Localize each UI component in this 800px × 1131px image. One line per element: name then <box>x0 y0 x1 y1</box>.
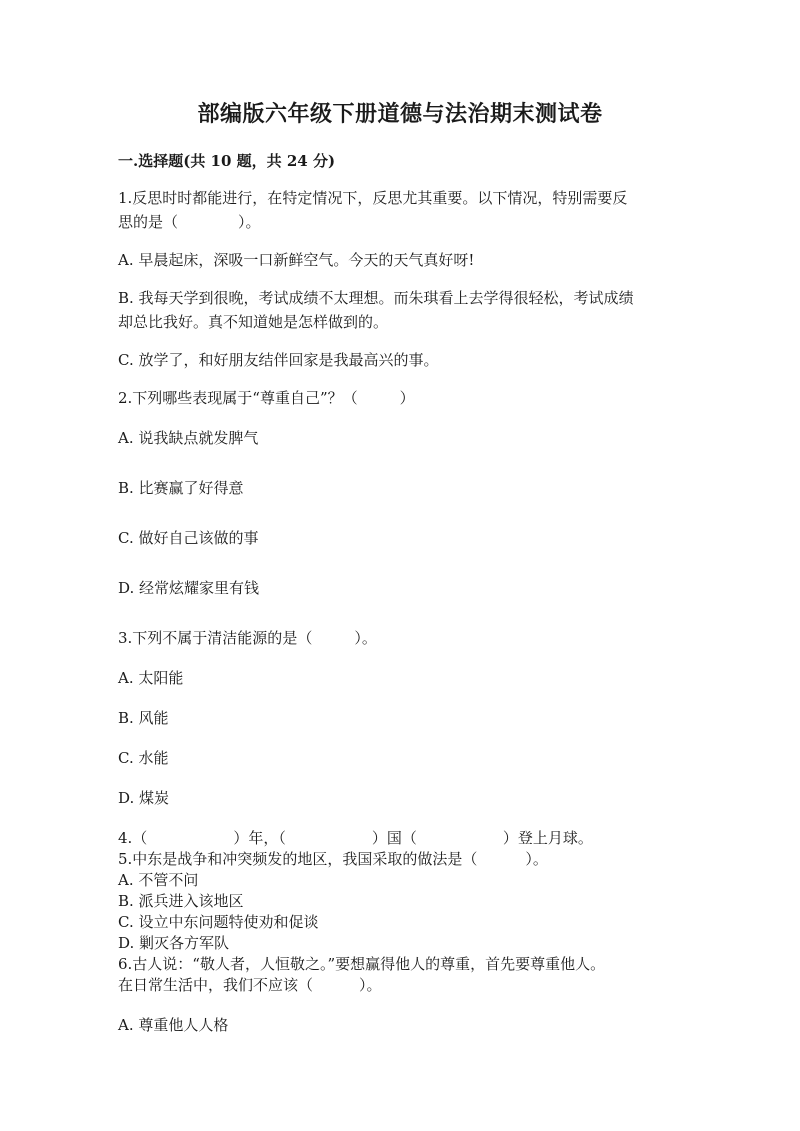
q3-option-b: B. 风能 <box>118 709 169 727</box>
q2-option-a: A. 说我缺点就发脾气 <box>118 429 259 447</box>
q3-stem-pre: 3.下列不属于清洁能源的是（ <box>118 629 313 647</box>
q6-stem-line2-pre: 在日常生活中，我们不应该（ <box>118 976 314 994</box>
q5-stem <box>118 849 548 869</box>
q2-stem-post: ） <box>399 389 415 407</box>
q3-stem-post: ）。 <box>354 629 377 647</box>
q6-stem-line2 <box>118 975 382 995</box>
q3-option-c: C. 水能 <box>118 749 169 767</box>
q1-stem-line2 <box>118 212 261 232</box>
q5-option-b: B. 派兵进入该地区 <box>118 892 244 910</box>
q4-stem <box>118 828 593 848</box>
q1-option-b-line2: 却总比我好。真不知道她是怎样做到的。 <box>118 313 389 331</box>
q2-stem <box>118 388 415 408</box>
q4-part4: ）登上月球。 <box>502 829 593 847</box>
q3-option-d: D. 煤炭 <box>118 789 170 807</box>
q6-option-a: A. 尊重他人人格 <box>118 1016 229 1034</box>
q4-part3: ）国（ <box>371 829 417 847</box>
q2-stem-pre: 2.下列哪些表现属于“尊重自己”？（ <box>118 389 358 407</box>
section-heading: 一.选择题(共 10 题，共 24 分) <box>118 152 336 170</box>
q5-stem-pre: 5.中东是战争和冲突频发的地区，我国采取的做法是（ <box>118 850 478 868</box>
q6-stem-line2-post: ）。 <box>359 976 382 994</box>
q4-part2: ）年，（ <box>233 829 286 847</box>
q2-option-d: D. 经常炫耀家里有钱 <box>118 579 260 597</box>
q1-stem-line1: 1.反思时时都能进行，在特定情况下，反思尤其重要。以下情况，特别需要反 <box>118 189 628 207</box>
page-title: 部编版六年级下册道德与法治期末测试卷 <box>197 101 603 127</box>
q3-stem <box>118 628 377 648</box>
q6-stem-line1: 6.古人说：“敬人者，人恒敬之。”要想赢得他人的尊重，首先要尊重他人。 <box>118 955 606 973</box>
q5-option-a: A. 不管不问 <box>118 871 199 889</box>
q2-option-c: C. 做好自己该做的事 <box>118 529 259 547</box>
q1-option-a: A. 早晨起床，深吸一口新鲜空气。今天的天气真好呀! <box>118 251 475 269</box>
q1-stem-line2-pre: 思的是（ <box>118 213 179 231</box>
q1-stem-line2-post: ）。 <box>238 213 261 231</box>
q2-option-b: B. 比赛赢了好得意 <box>118 479 244 497</box>
q5-option-d: D. 剿灭各方军队 <box>118 934 230 952</box>
q5-option-c: C. 设立中东问题特使劝和促谈 <box>118 913 319 931</box>
q1-option-c: C. 放学了，和好朋友结伴回家是我最高兴的事。 <box>118 351 439 369</box>
q1-option-b-line1: B. 我每天学到很晚，考试成绩不太理想。而朱琪看上去学得很轻松，考试成绩 <box>118 289 634 307</box>
q5-stem-post: ）。 <box>525 850 548 868</box>
q4-part1: 4.（ <box>118 829 148 847</box>
q3-option-a: A. 太阳能 <box>118 669 184 687</box>
